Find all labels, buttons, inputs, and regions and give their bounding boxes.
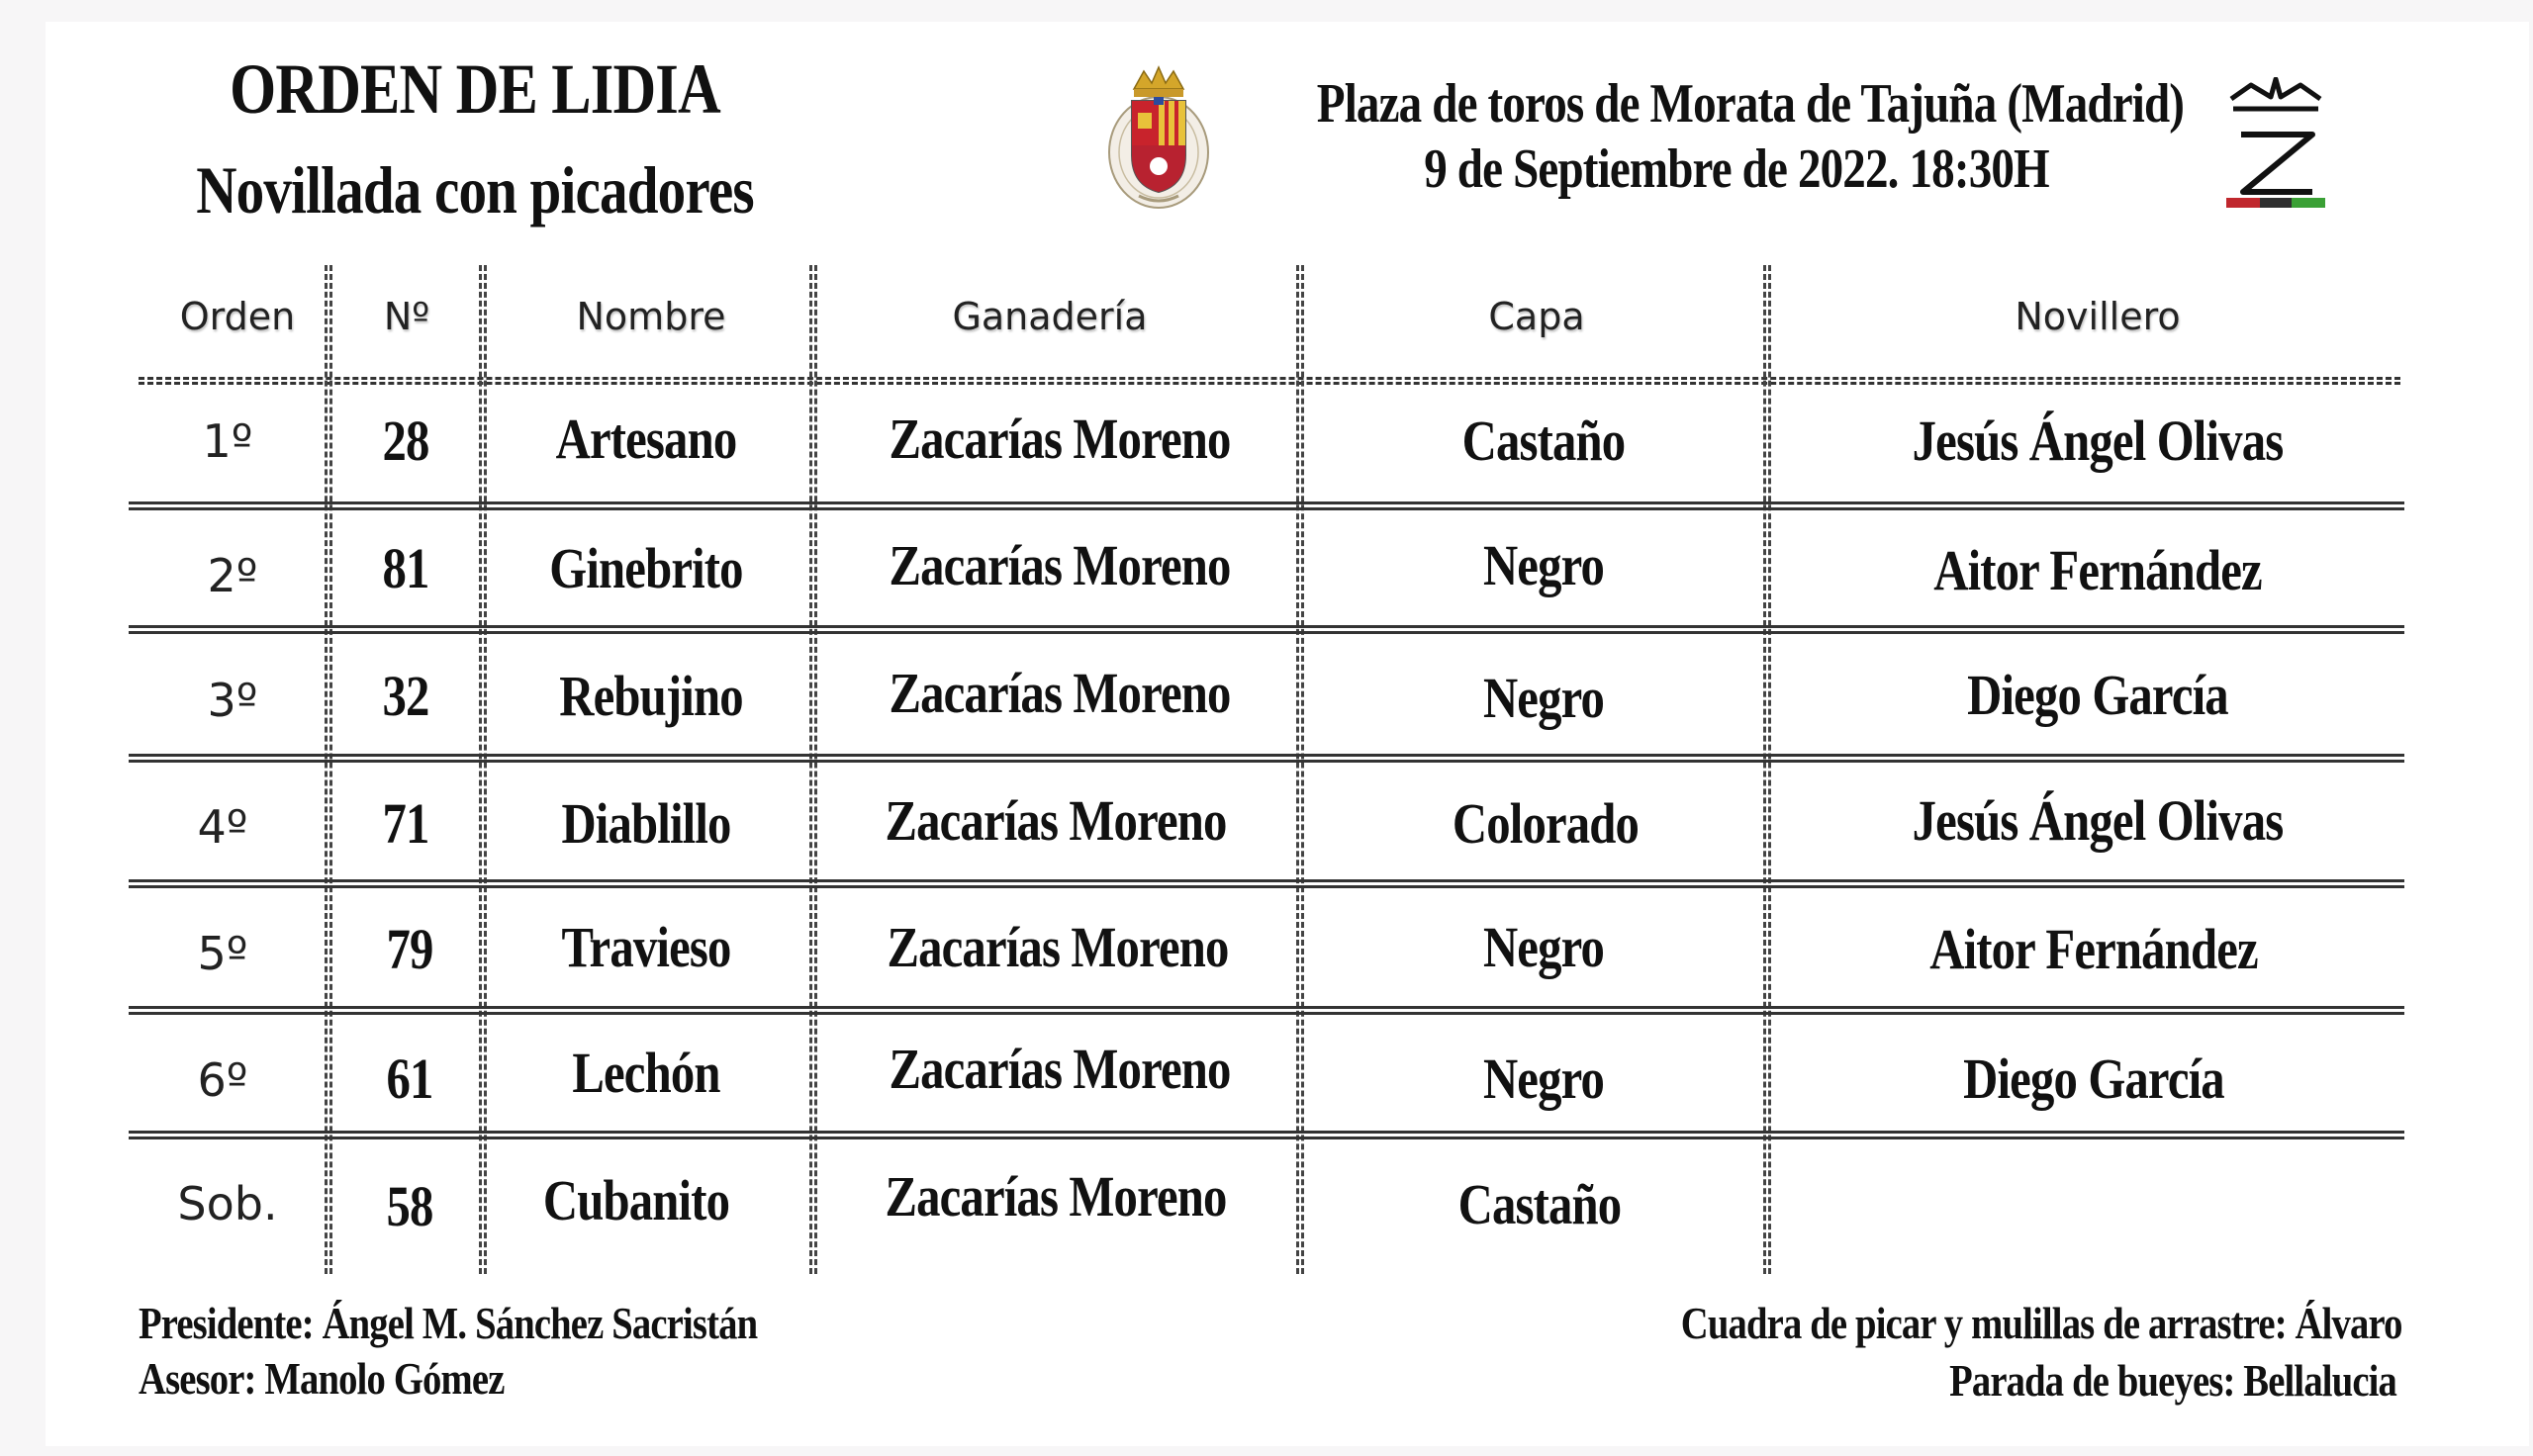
ganaderia-cell: Zacarías Moreno: [889, 407, 1231, 471]
poster-title: ORDEN DE LIDIA: [230, 49, 720, 129]
capa-cell: Castaño: [1461, 409, 1626, 473]
column-divider: [325, 265, 332, 1274]
crowned-z-logo-icon: [2221, 77, 2330, 216]
column-header-capa: Capa: [1488, 295, 1585, 338]
novillero-cell: [1828, 1155, 2360, 1254]
row-separator: [129, 1131, 2404, 1139]
capa-cell: Negro: [1482, 1046, 1605, 1111]
column-divider: [1763, 265, 1771, 1274]
footer-cuadra: Cuadra de picar y mulillas de arrastre: Álvaro: [1681, 1298, 2402, 1348]
nombre-cell: Diablillo: [561, 791, 731, 856]
venue-name: Plaza de toros de Morata de Tajuña (Madrid): [1316, 73, 2185, 135]
novillero-cell: Aitor Fernández: [1933, 538, 2262, 602]
venue-block: [1237, 71, 2236, 202]
orden-cell: 2º: [207, 549, 258, 602]
row-separator: [129, 501, 2404, 510]
ganaderia-cell: Zacarías Moreno: [889, 661, 1231, 725]
capa-cell: Negro: [1482, 915, 1605, 979]
column-header-nombre: Nombre: [576, 295, 726, 338]
column-header-novillero: Novillero: [2015, 295, 2181, 338]
nombre-cell: Cubanito: [542, 1168, 730, 1232]
ganaderia-cell: Zacarías Moreno: [889, 533, 1231, 597]
numero-cell: 81: [382, 536, 429, 600]
numero-cell: 79: [386, 917, 433, 981]
capa-cell: Castaño: [1457, 1172, 1622, 1236]
nombre-cell: Lechón: [572, 1041, 720, 1105]
capa-cell: Colorado: [1452, 791, 1640, 856]
capa-cell: Negro: [1482, 533, 1605, 597]
numero-cell: 58: [386, 1174, 433, 1238]
nombre-cell: Rebujino: [559, 664, 743, 728]
title-block: [139, 40, 811, 241]
ganaderia-cell: Zacarías Moreno: [889, 1037, 1231, 1101]
orden-cell: 3º: [207, 674, 258, 727]
footer-presidente: Presidente: Ángel M. Sánchez Sacristán: [139, 1298, 758, 1348]
novillero-cell: Jesús Ángel Olivas: [1912, 788, 2284, 853]
column-divider: [809, 265, 817, 1274]
column-header-ganaderia: Ganadería: [952, 295, 1148, 338]
column-divider: [479, 265, 487, 1274]
event-date: 9 de Septiembre de 2022. 18:30H: [1424, 138, 2049, 200]
orden-cell: 6º: [197, 1053, 248, 1107]
row-separator: [129, 879, 2404, 888]
orden-cell: 1º: [202, 414, 253, 468]
footer-parada: Parada de bueyes: Bellalucia: [1949, 1355, 2396, 1406]
numero-cell: 61: [386, 1046, 433, 1111]
numero-cell: 71: [382, 791, 429, 856]
nombre-cell: Ginebrito: [549, 536, 743, 600]
ganaderia-cell: Zacarías Moreno: [885, 788, 1227, 853]
coat-of-arms-icon: [1104, 61, 1213, 210]
novillero-cell: Jesús Ángel Olivas: [1912, 409, 2284, 473]
orden-cell: Sob.: [177, 1177, 278, 1230]
header-separator: [139, 377, 2400, 385]
orden-cell: 5º: [197, 927, 248, 980]
numero-cell: 28: [382, 409, 429, 473]
orden-cell: 4º: [197, 800, 248, 854]
row-separator: [129, 754, 2404, 763]
poster-subtitle: Novillada con picadores: [196, 152, 754, 228]
ganaderia-cell: Zacarías Moreno: [887, 915, 1229, 979]
column-header-numero: Nº: [383, 295, 430, 338]
row-separator: [129, 1006, 2404, 1015]
numero-cell: 32: [382, 664, 429, 728]
ganaderia-cell: Zacarías Moreno: [885, 1164, 1227, 1228]
column-divider: [1296, 265, 1304, 1274]
row-separator: [129, 625, 2404, 634]
novillero-cell: Diego García: [1963, 1046, 2224, 1111]
nombre-cell: Artesano: [555, 407, 737, 471]
novillero-cell: Diego García: [1967, 663, 2228, 727]
column-header-orden: Orden: [179, 295, 296, 338]
novillero-cell: Aitor Fernández: [1929, 917, 2258, 981]
footer-asesor: Asesor: Manolo Gómez: [139, 1353, 505, 1404]
capa-cell: Negro: [1482, 666, 1605, 730]
nombre-cell: Travieso: [561, 915, 731, 979]
